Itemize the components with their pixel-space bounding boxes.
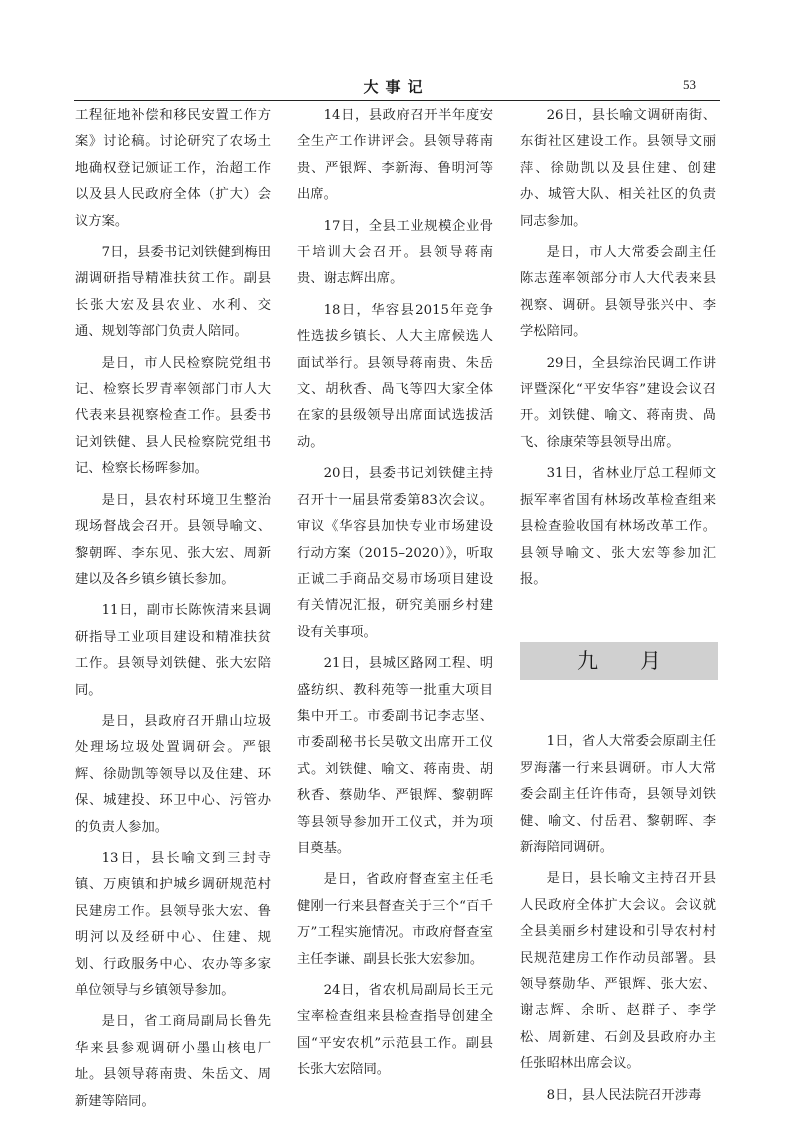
paragraph: 工程征地补偿和移民安置工作方案》讨论稿。讨论研究了农场土地确权登记颁证工作，治超工作以及县人民政府全体（扩大）会议方案。 <box>75 108 271 229</box>
text-column-2 <box>297 103 493 1089</box>
paragraph: 是日，市人民检察院党组书记、检察长罗青率领部门市人大代表来县视察检查工作。县委书记刘铁健、县人民检察院党组书记、检察长杨晖参加。 <box>75 355 271 477</box>
paragraph: 是日，县农村环境卫生整治现场督战会召开。县领导喻文、黎朝晖、李东见、张大宏、周新建以及各乡镇乡镇长参加。 <box>75 492 271 587</box>
paragraph: 18日，华容县2015年竞争性选拔乡镇长、人大主席候选人面试举行。县领导蒋南贵、朱岳文、胡秋香、咼飞等四大家全体在家的县级领导出席面试选拔活动。 <box>297 302 493 450</box>
paragraph: 1日，省人大常委会原副主任罗海藩一行来县调研。市人大常委会副主任许伟奇，县领导刘铁健、喻文、付岳君、黎朝晖、李新海陪同调研。 <box>520 734 716 855</box>
text-column-3 <box>520 103 716 1114</box>
month-heading: 九月 <box>520 642 718 680</box>
paragraph: 29日，全县综治民调工作讲评暨深化“平安华容”建设会议召开。刘铁健、喻文、蒋南贵、咼飞、徐康荣等县领导出席。 <box>520 355 716 450</box>
paragraph: 是日，县政府召开鼎山垃圾处理场垃圾处置调研会。严银辉、徐勋凯等领导以及住建、环保、城建投、环卫中心、污管办的负责人参加。 <box>75 713 271 835</box>
paragraph: 20日，县委书记刘铁健主持召开十一届县常委第83次会议。审议《华容县加快专业市场建设行动方案（2015–2020）》，听取正诚二手商品交易市场项目建设有关情况汇报，研究美丽乡村建设有关事项。 <box>297 466 493 640</box>
paragraph: 是日，省政府督查室主任毛健刚一行来县督查关于三个“百千万”工程实施情况。市政府督查室主任李谦、副县长张大宏参加。 <box>297 872 493 967</box>
page-number: 53 <box>683 77 696 92</box>
header-rule <box>74 100 720 101</box>
paragraph: 是日，县长喻文主持召开县人民政府全体扩大会议。会议就全县美丽乡村建设和引导农村村民规范建房工作作动员部署。县领导蔡勋华、严银辉、张大宏、谢志辉、余昕、赵群子、李学松、周新建、石剑及县政府办主任张昭林出席会议。 <box>520 871 716 1072</box>
paragraph: 7日，县委书记刘铁健到梅田湖调研指导精准扶贫工作。副县长张大宏及县农业、水利、交通、规划等部门负责人陪同。 <box>75 245 271 340</box>
paragraph: 11日，副市长陈恢清来县调研指导工业项目建设和精准扶贫工作。县领导刘铁健、张大宏陪同。 <box>75 603 271 698</box>
text-column-1 <box>75 103 271 1120</box>
paragraph: 26日，县长喻文调研南街、东街社区建设工作。县领导文丽萍、徐勋凯以及县住建、创建办、城管大队、相关社区的负责同志参加。 <box>520 108 716 229</box>
paragraph: 8日，县人民法院召开涉毒 <box>546 1087 702 1103</box>
paragraph: 是日，市人大常委会副主任陈志莲率领部分市人大代表来县视察、调研。县领导张兴中、李学松陪同。 <box>520 245 716 340</box>
paragraph: 13日，县长喻文到三封寺镇、万庾镇和护城乡调研规范村民建房工作。县领导张大宏、鲁明河以及经研中心、住建、规划、行政服务中心、农办等多家单位领导与乡镇领导参加。 <box>75 850 271 998</box>
paragraph: 17日，全县工业规模企业骨干培训大会召开。县领导蒋南贵、谢志辉出席。 <box>297 218 493 287</box>
running-header-title: 大事记 <box>363 78 430 96</box>
paragraph: 21日，县城区路网工程、明盛纺织、教科苑等一批重大项目集中开工。市委副书记李志坚、市委副秘书长吴敬文出席开工仪式。刘铁健、喻文、蒋南贵、胡秋香、蔡勋华、严银辉、黎朝晖等县领导参加开工仪式，并为项目奠基。 <box>297 656 493 856</box>
paragraph: 14日，县政府召开半年度安全生产工作讲评会。县领导蒋南贵、严银辉、李新海、鲁明河等出席。 <box>297 108 493 203</box>
paragraph: 24日，省农机局副局长王元宝率检查组来县检查指导创建全国“平安农机”示范县工作。副县长张大宏陪同。 <box>297 983 493 1078</box>
paragraph: 是日，省工商局副局长鲁先华来县参观调研小墨山核电厂址。县领导蒋南贵、朱岳文、周新建等陪同。 <box>75 1014 271 1109</box>
paragraph: 31日，省林业厅总工程师文振军率省国有林场改革检查组来县检查验收国有林场改革工作。县领导喻文、张大宏等参加汇报。 <box>520 466 716 587</box>
